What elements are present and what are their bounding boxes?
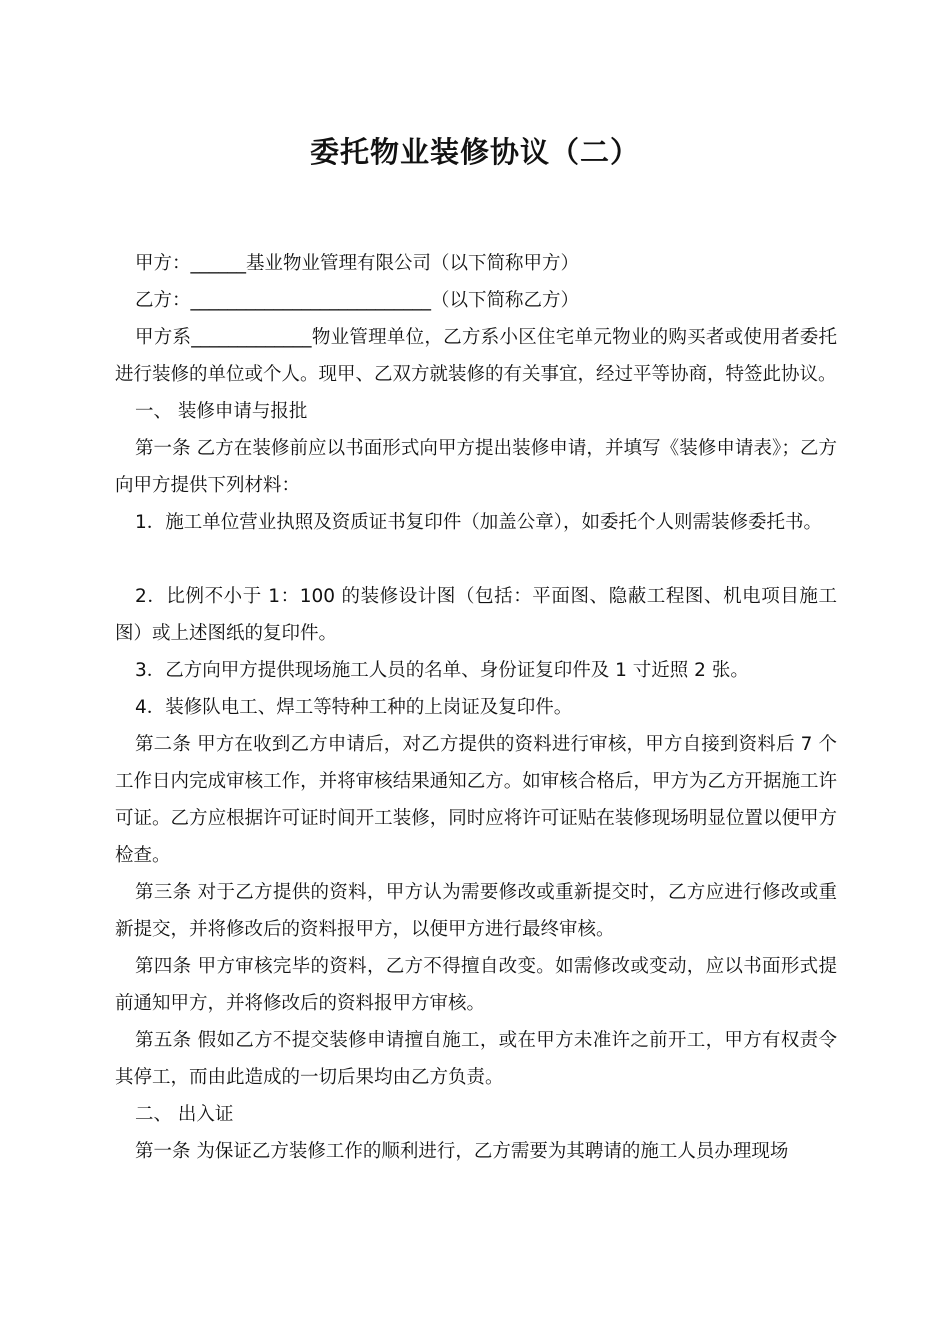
blank-line xyxy=(115,541,837,578)
article-1-1: 第一条 乙方在装修前应以书面形式向甲方提出装修申请，并填写《装修申请表》；乙方向甲方提供下列材料： xyxy=(115,438,837,496)
section-heading-2: 二、 出入证 xyxy=(135,1104,234,1125)
material-item-1: 1．施工单位营业执照及资质证书复印件（加盖公章），如委托个人则需装修委托书。 xyxy=(135,512,823,533)
material-item-3: 3．乙方向甲方提供现场施工人员的名单、身份证复印件及 1 寸近照 2 张。 xyxy=(135,660,749,681)
article-2-1: 第一条 为保证乙方装修工作的顺利进行，乙方需要为其聘请的施工人员办理现场 xyxy=(135,1141,789,1162)
material-item-4: 4．装修队电工、焊工等特种工种的上岗证及复印件。 xyxy=(135,697,573,718)
document-body xyxy=(115,245,837,1170)
document-title: 委托物业装修协议（二） xyxy=(309,135,640,169)
section-heading-1: 一、 装修申请与报批 xyxy=(135,401,308,422)
article-1-2: 第二条 甲方在收到乙方申请后，对乙方提供的资料进行审核，甲方自接到资料后 7 个工作日内完成审核工作，并将审核结果通知乙方。如审核合格后，甲方为乙方开据施工许可证。乙方应根据许可证时间开工装修，同时应将许可证贴在装修现场明显位置以便甲方检查。 xyxy=(115,734,837,866)
article-1-3: 第三条 对于乙方提供的资料，甲方认为需要修改或重新提交时，乙方应进行修改或重新提交，并将修改后的资料报甲方，以便甲方进行最终审核。 xyxy=(115,882,837,940)
party-b-line: 乙方：__________________________（以下简称乙方） xyxy=(135,290,580,311)
material-item-2: 2．比例不小于 1：100 的装修设计图（包括：平面图、隐蔽工程图、机电项目施工图）或上述图纸的复印件。 xyxy=(115,586,837,644)
party-a-line: 甲方：______基业物业管理有限公司（以下简称甲方） xyxy=(135,253,580,274)
article-1-4: 第四条 甲方审核完毕的资料，乙方不得擅自改变。如需修改或变动，应以书面形式提前通知甲方，并将修改后的资料报甲方审核。 xyxy=(115,956,837,1014)
preamble-paragraph: 甲方系_____________物业管理单位，乙方系小区住宅单元物业的购买者或使用者委托进行装修的单位或个人。现甲、乙双方就装修的有关事宜，经过平等协商，特签此协议。 xyxy=(115,327,837,385)
article-1-5: 第五条 假如乙方不提交装修申请擅自施工，或在甲方未准许之前开工，甲方有权责令其停工，而由此造成的一切后果均由乙方负责。 xyxy=(115,1030,837,1088)
